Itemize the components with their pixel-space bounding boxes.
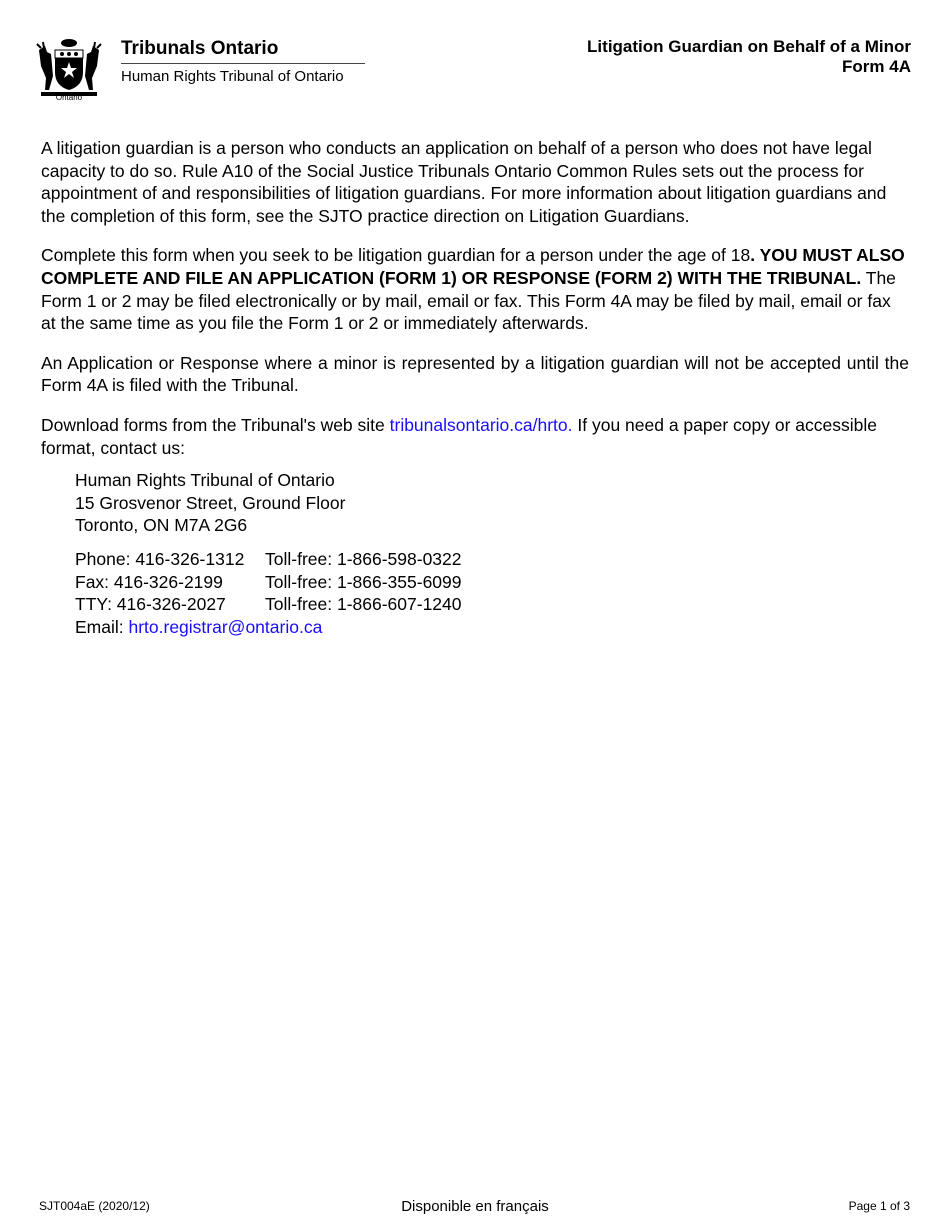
form-title	[587, 37, 911, 77]
phone-toll-free: Toll-free: 1-866-598-0322	[265, 548, 462, 569]
main-content	[41, 137, 909, 638]
org-divider	[121, 63, 365, 64]
instructions-paragraph	[41, 244, 909, 334]
tty-row	[75, 593, 909, 616]
phone-number: Phone: 416-326-1312	[75, 548, 245, 569]
fax-row	[75, 571, 909, 594]
org-block	[121, 38, 365, 86]
email-label: Email:	[75, 616, 129, 637]
instructions-filing-text: The Form 1 or 2 may be filed electronically or by mail, email or fax. This Form 4A may be filed by mail, email or fax at the same time as you file the Form 1 or 2 or immediately afterwards.	[41, 267, 896, 334]
form-code: SJT004aE (2020/12)	[39, 1199, 150, 1213]
instructions-bold-text: . YOU MUST ALSO COMPLETE AND FILE AN APPLICATION (FORM 1) OR RESPONSE (FORM 2) WITH THE TRIBUNAL.	[41, 245, 905, 288]
acceptance-paragraph: An Application or Response where a minor is represented by a litigation guardian will not be accepted until the Form 4A is filed with the Tribunal.	[41, 352, 909, 396]
org-subtitle: Human Rights Tribunal of Ontario	[121, 68, 344, 85]
fax-toll-free: Toll-free: 1-866-355-6099	[265, 571, 462, 592]
email-row	[75, 616, 909, 639]
org-title: Tribunals Ontario	[121, 38, 279, 59]
download-text: Download forms from the Tribunal's web site	[41, 414, 390, 435]
address-name: Human Rights Tribunal of Ontario	[75, 470, 335, 491]
french-availability: Disponible en français	[401, 1198, 549, 1215]
email-link[interactable]: hrto.registrar@ontario.ca	[128, 616, 323, 637]
intro-paragraph: A litigation guardian is a person who conducts an application on behalf of a person who does not have legal capacity to do so. Rule A10 of the Social Justice Tribunals Ontario Common Rules sets out the process for appointment of and responsibilities of litigation guardians. For more information about litigation guardians and the completion of this form, see the SJTO practice direction on Litigation Guardians.	[41, 138, 887, 226]
form-title-line2: Form 4A	[842, 57, 911, 76]
address-city: Toronto, ON M7A 2G6	[75, 515, 248, 536]
phone-row	[75, 548, 909, 571]
paper-copy-text: If you need a paper copy or accessible format, contact us:	[41, 414, 878, 458]
address-street: 15 Grosvenor Street, Ground Floor	[75, 492, 346, 513]
website-link[interactable]: tribunalsontario.ca/hrto.	[389, 414, 573, 435]
tty-toll-free: Toll-free: 1-866-607-1240	[265, 594, 462, 615]
download-paragraph	[41, 414, 909, 459]
instructions-text: Complete this form when you seek to be litigation guardian for a person under the age of 18	[41, 245, 751, 266]
logo-caption: Ontario	[55, 93, 83, 102]
fax-number: Fax: 416-326-2199	[75, 571, 223, 592]
form-title-line1: Litigation Guardian on Behalf of a Minor	[587, 37, 911, 56]
tty-number: TTY: 416-326-2027	[75, 594, 226, 615]
page-number: Page 1 of 3	[848, 1199, 910, 1213]
contact-address	[75, 469, 909, 638]
